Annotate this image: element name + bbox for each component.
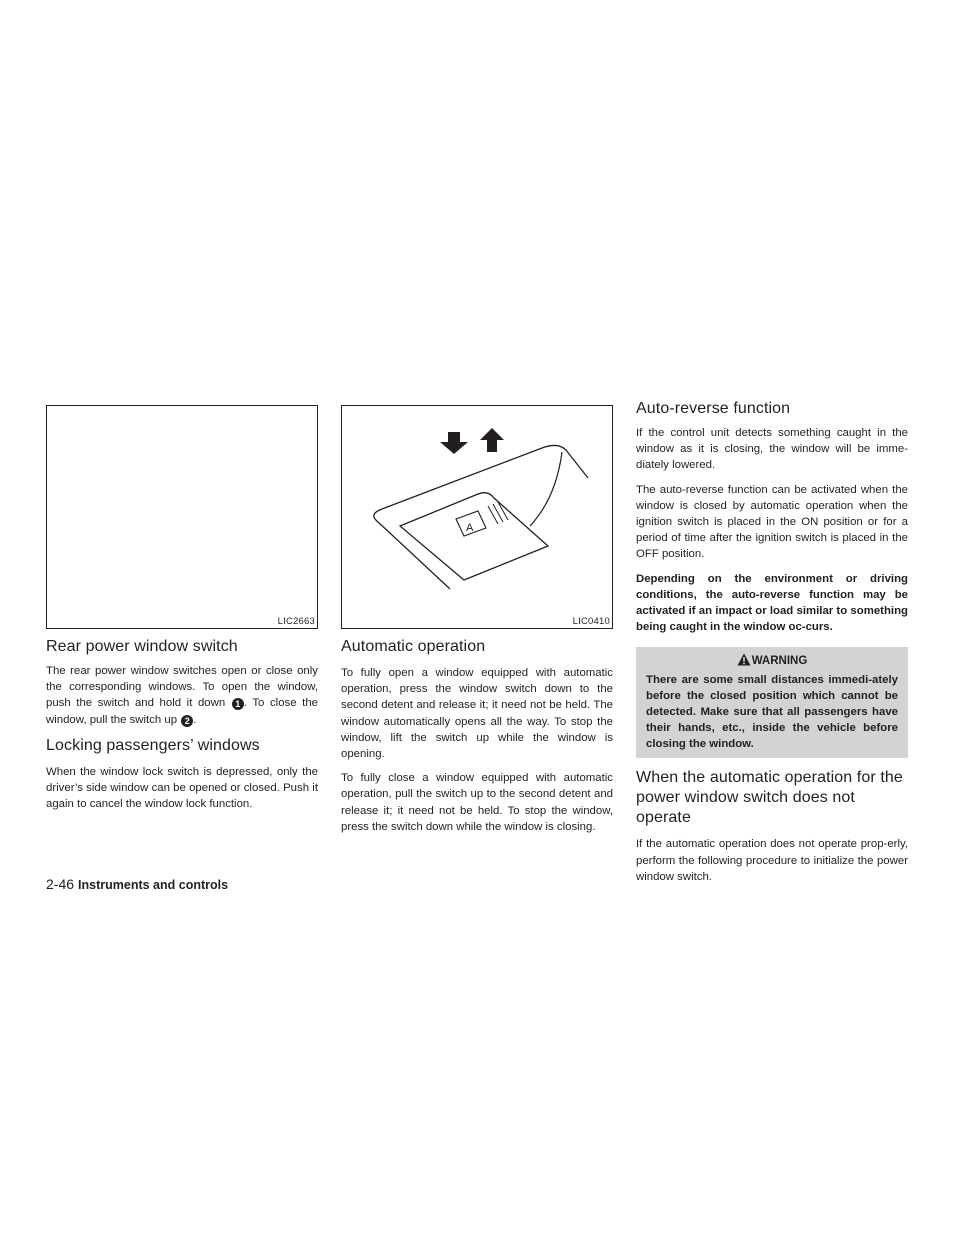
paragraph-initialize: If the automatic operation does not operate prop-erly, perform the following procedure to initialize the power window switch. [636,838,908,883]
marker-2-icon: 2 [181,715,193,727]
figure-code: LIC2663 [274,616,317,628]
figure-window-switch-illustration [341,405,613,629]
paragraph-auto-reverse-2: The auto-reverse function can be activated when the window is closed by automatic operation when the ignition switch is placed in the ON position or for a period of time after the ignition switch is placed in the OFF position. [636,483,908,561]
warning-title: WARNING [751,655,808,668]
column-right [636,400,908,885]
figure-rear-window-switch [46,405,318,629]
column-left [46,405,318,812]
page-footer [46,876,228,892]
paragraph-auto-reverse-3: Depending on the environment or driving conditions, the auto-reverse function may be activated if an impact or load similar to something being caught in the window oc-curs. [636,572,908,634]
heading-automatic-operation: Automatic operation [341,638,486,655]
paragraph-auto-close: To fully close a window equipped with automatic operation, pull the switch up to the second detent and release it; it need not be held. To stop the window, press the switch down while the window is closing. [341,772,613,833]
section-title: Instruments and controls [78,878,229,892]
paragraph-auto-open: To fully open a window equipped with automatic operation, press the window switch down to the second detent and release it; it need not be held. The window automatically opens all the way. To stop the window, lift the switch up while the window is opening. [341,667,613,761]
warning-header [646,653,898,669]
paragraph-auto-reverse-1: If the control unit detects something caught in the window as it is closing, the window will be imme-diately lowered. [636,427,908,472]
heading-rear-power-window-switch: Rear power window switch [46,638,238,655]
paragraph-rear-window: The rear power window switches open or close only the corresponding windows. To open the window, push the switch and hold it down 1 . To close the window, pull the switch up 2 . [46,665,318,726]
figure-label-a: A [466,522,474,534]
warning-box [636,647,908,758]
arrow-up-icon [480,428,504,452]
figure-code: LIC0410 [569,616,612,628]
heading-auto-reverse-function: Auto-reverse function [636,400,791,417]
warning-text: There are some small distances immedi-ately before the closed position which cannot be detected. Make sure that all passengers have their hands, etc., inside the vehicle before closing the window. [646,674,898,750]
arrow-down-icon [440,432,468,454]
page-number: 2-46 [46,876,75,892]
heading-auto-operation-not-operate: When the automatic operation for the power window switch does not operate [636,769,903,827]
window-switch-illustration [342,406,612,628]
paragraph-window-lock: When the window lock switch is depressed, only the driver’s side window can be opened or closed. Push it again to cancel the window lock function. [46,765,318,811]
column-middle [341,405,613,835]
marker-1-icon: 1 [232,698,244,710]
heading-locking-passengers-windows: Locking passengers’ windows [46,736,260,754]
warning-triangle-icon [737,653,751,666]
